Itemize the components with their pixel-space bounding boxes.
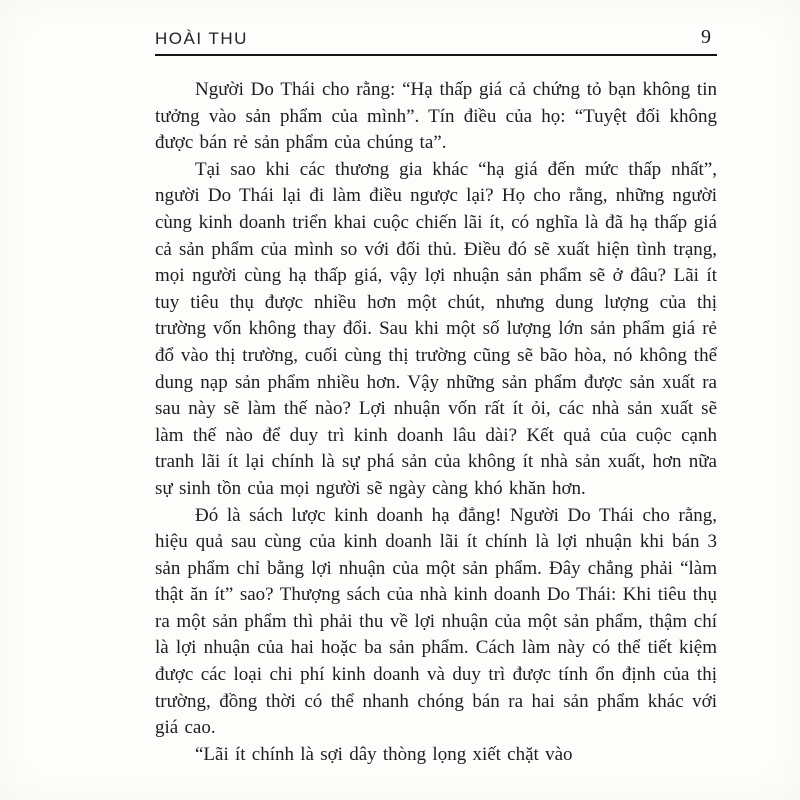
paragraph: Người Do Thái cho rằng: “Hạ thấp giá cả chứng tỏ bạn không tin tưởng vào sản phẩm của mình”. Tín điều của họ: “Tuyệt đối không được bán rẻ sản phẩm của chúng ta”. (155, 79, 717, 154)
paragraph: Tại sao khi các thương gia khác “hạ giá đến mức thấp nhất”, người Do Thái lại đi làm điều ngược lại? Họ cho rằng, những người cùng kinh doanh triển khai cuộc chiến lãi ít, có nghĩa là đã hạ thấp giá cả sản phẩm của mình so với đối thủ. Điều đó sẽ xuất hiện tình trạng, mọi người cùng hạ thấp giá, vậy lợi nhuận sản phẩm sẽ ở đâu? Lãi ít tuy tiêu thụ được nhiều hơn một chút, nhưng dung lượng của thị trường vốn không thay đổi. Sau khi một số lượng lớn sản phẩm giá rẻ đổ vào thị trường, cuối cùng thị trường cũng sẽ bão hòa, nó không thể dung nạp sản phẩm nhiều hơn. Vậy những sản phẩm được sản xuất ra sau này sẽ làm thế nào? Lợi nhuận vốn rất ít ỏi, các nhà sản xuất sẽ làm thế nào để duy trì kinh doanh lâu dài? Kết quả của cuộc cạnh tranh lãi ít lại chính là sự phá sản của không ít nhà sản xuất, hơn nữa sự sinh tồn của mọi người sẽ ngày càng khó khăn hơn. (155, 158, 717, 499)
paragraph: “Lãi ít chính là sợi dây thòng lọng xiết chặt vào (195, 743, 573, 765)
page-content (155, 26, 717, 768)
page-header (155, 26, 717, 56)
paragraph: Đó là sách lược kinh doanh hạ đẳng! Người Do Thái cho rằng, hiệu quả sau cùng của kinh doanh lãi ít chính là lợi nhuận khi bán 3 sản phẩm chỉ bằng lợi nhuận của một sản phẩm. Đây chẳng phải “làm thật ăn ít” sao? Thượng sách của nhà kinh doanh Do Thái: Khi tiêu thụ ra một sản phẩm thì phải thu về lợi nhuận của một sản phẩm, thậm chí là lợi nhuận của hai hoặc ba sản phẩm. Cách làm này có thể tiết kiệm được các loại chi phí kinh doanh và duy trì được tính ổn định của thị trường, đồng thời có thể nhanh chóng bán ra hai sản phẩm khác với giá cao. (155, 504, 717, 739)
body-text (155, 77, 717, 768)
page-number: 9 (701, 26, 711, 48)
running-title: HOÀI THU (155, 29, 248, 48)
